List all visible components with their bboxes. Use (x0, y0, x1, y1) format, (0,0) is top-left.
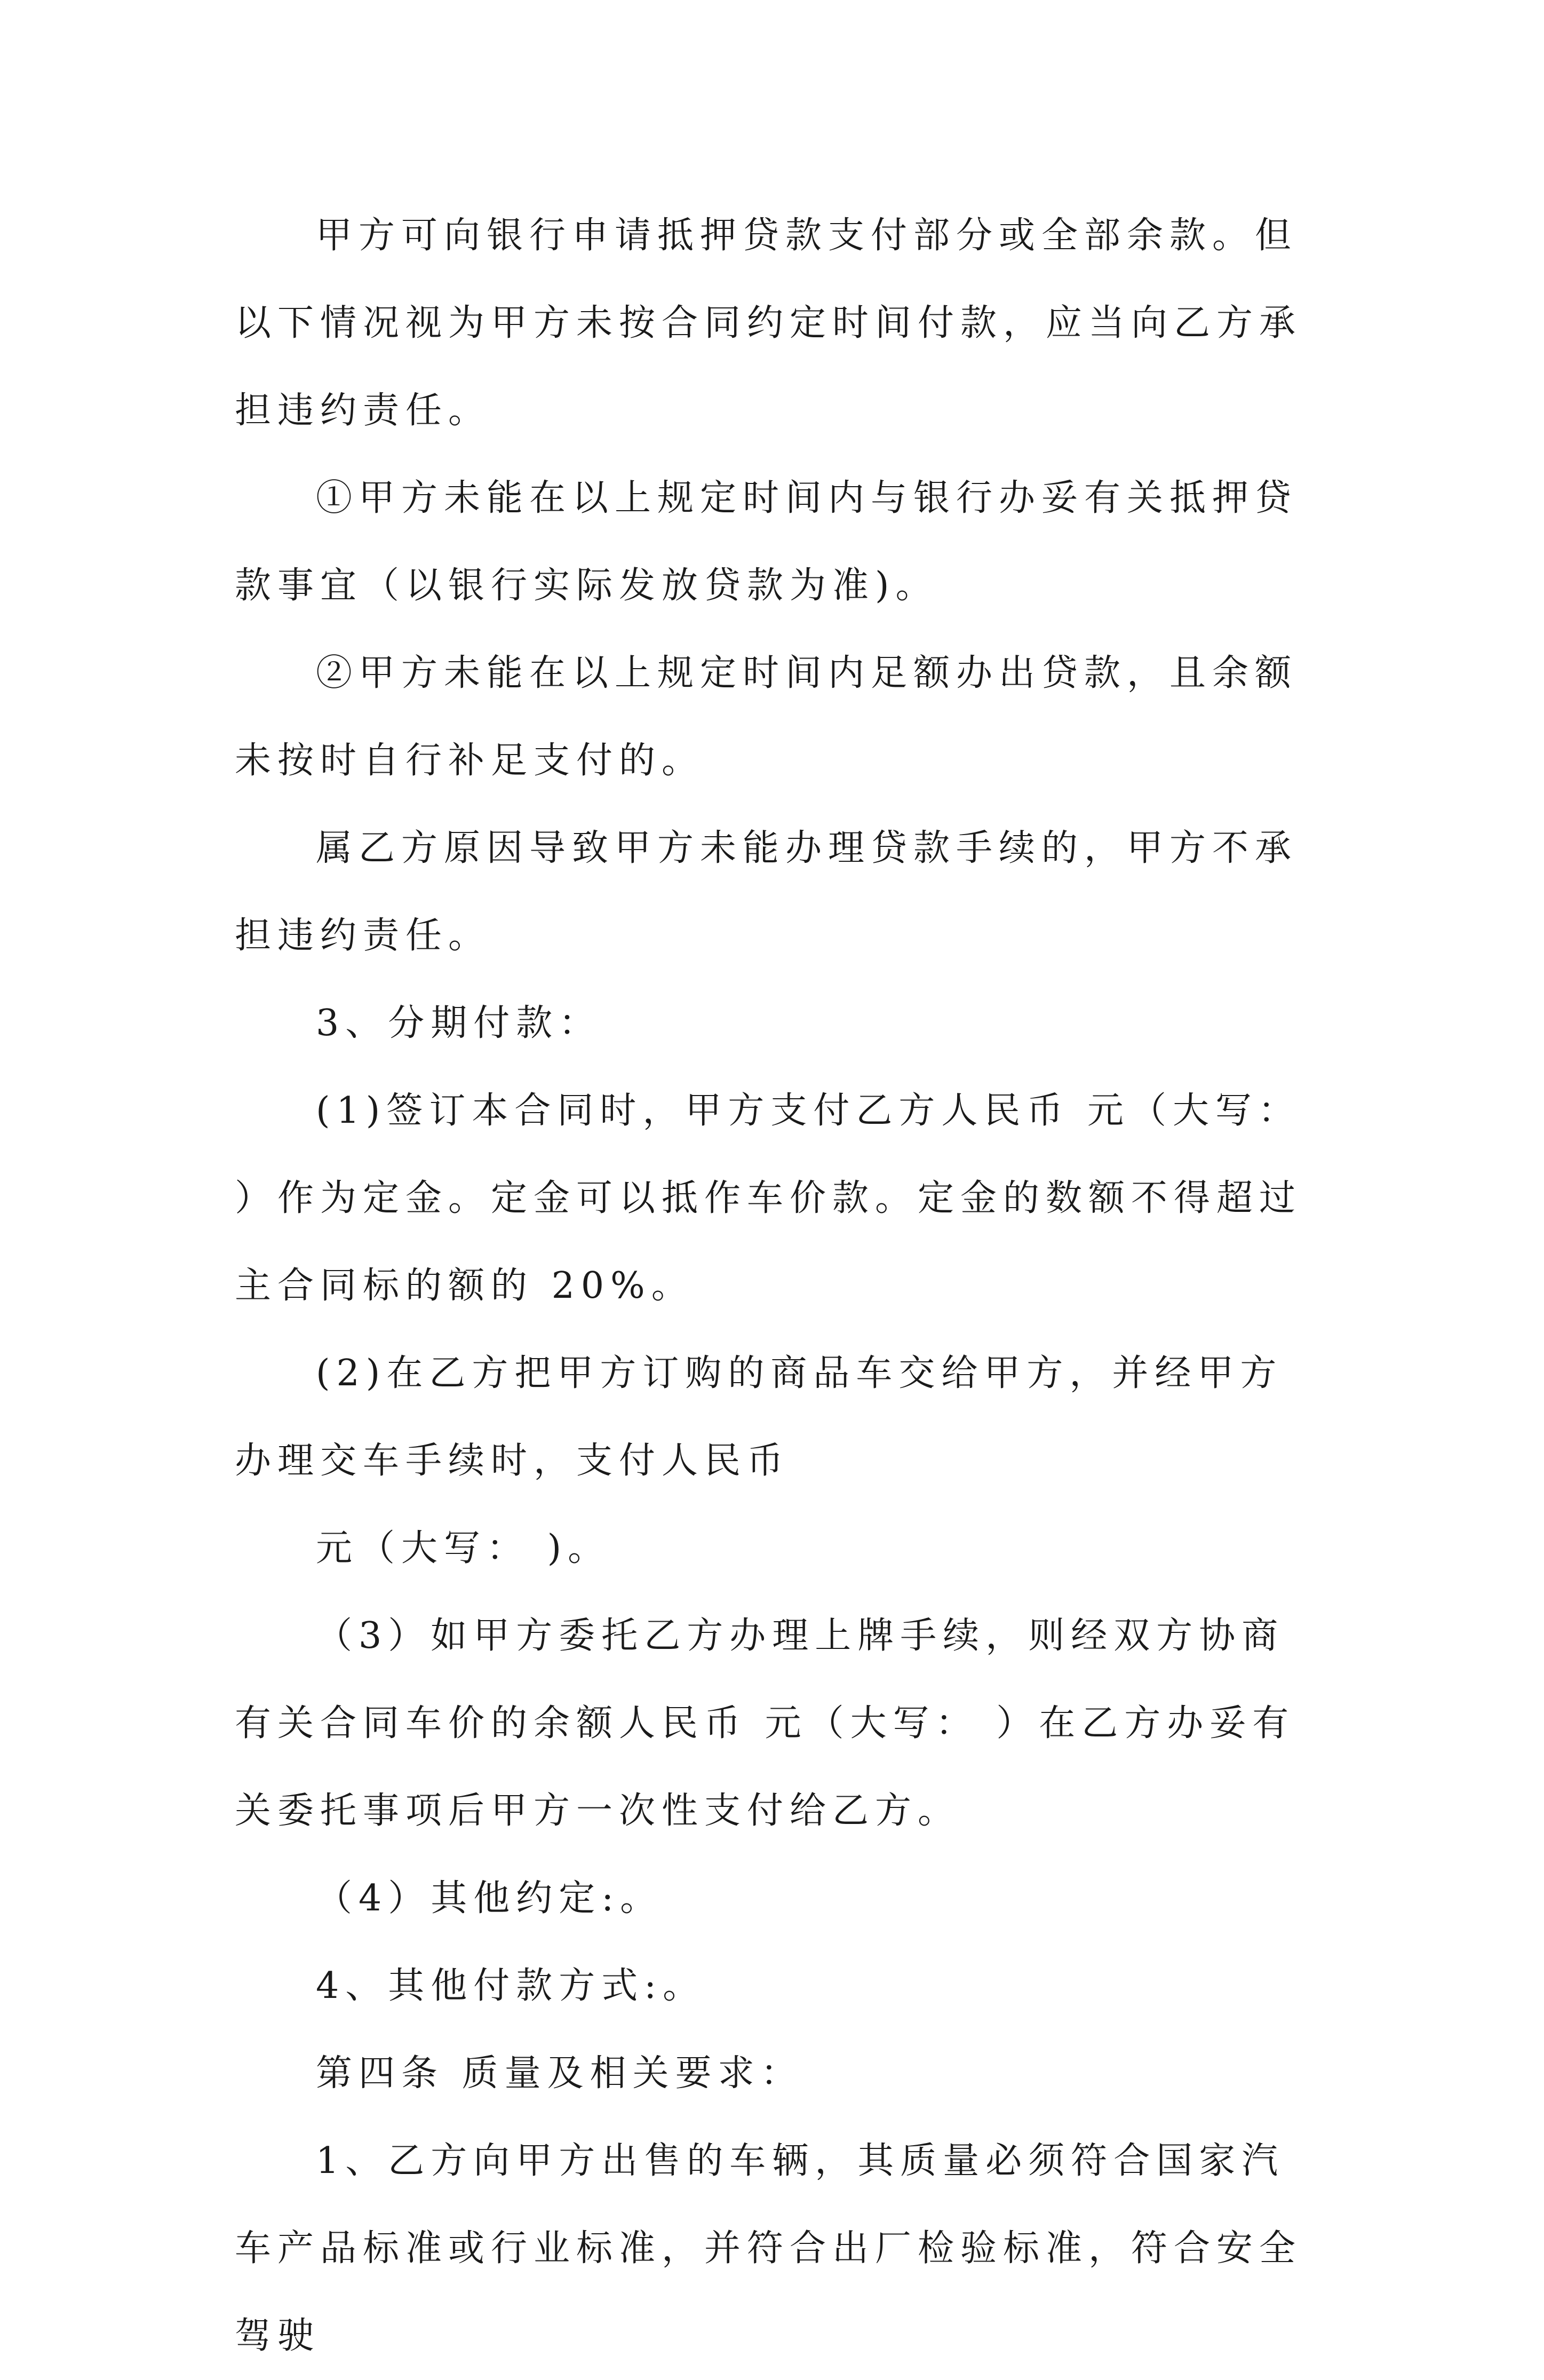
paragraph-other-payment: 4、其他付款方式:。 (316, 1965, 706, 2007)
paragraph-loan-item-1: ①甲方未能在以上规定时间内与银行办妥有关抵押贷款事宜（以银行实际发放贷款为准)。 (235, 477, 1298, 607)
paragraph-delivery-payment: (2)在乙方把甲方订购的商品车交给甲方，并经甲方办理交车手续时，支付人民币 (235, 1352, 1283, 1482)
paragraph-delivery-amount: 元（大写： )。 (316, 1527, 611, 1569)
paragraph-other-agreement: （4）其他约定:。 (316, 1877, 663, 1919)
paragraph-bank-loan: 甲方可向银行申请抵押贷款支付部分或全部余款。但以下情况视为甲方未按合同约定时间付款，应当向乙方承担违约责任。 (235, 215, 1302, 432)
document-body (235, 192, 1318, 2380)
paragraph-deposit: (1)签订本合同时，甲方支付乙方人民币 元（大写： ）作为定金。定金可以抵作车价款。定金的数额不得超过主合同标的额的 20%。 (235, 1090, 1302, 1307)
paragraph-installment-heading: 3、分期付款： (316, 1002, 602, 1044)
paragraph-registration-balance: （3）如甲方委托乙方办理上牌手续，则经双方协商有关合同车价的余额人民币 元（大写： ）在乙方办妥有关委托事项后甲方一次性支付给乙方。 (235, 1615, 1295, 1832)
paragraph-loan-item-2: ②甲方未能在以上规定时间内足额办出贷款，且余额未按时自行补足支付的。 (235, 652, 1298, 782)
paragraph-seller-fault: 属乙方原因导致甲方未能办理贷款手续的，甲方不承担违约责任。 (235, 827, 1298, 957)
paragraph-article-four-heading: 第四条 质量及相关要求： (316, 2052, 803, 2095)
paragraph-quality-requirement: 1、乙方向甲方出售的车辆，其质量必须符合国家汽车产品标准或行业标准，并符合出厂检验标准，符合安全驾驶 (235, 2140, 1302, 2357)
